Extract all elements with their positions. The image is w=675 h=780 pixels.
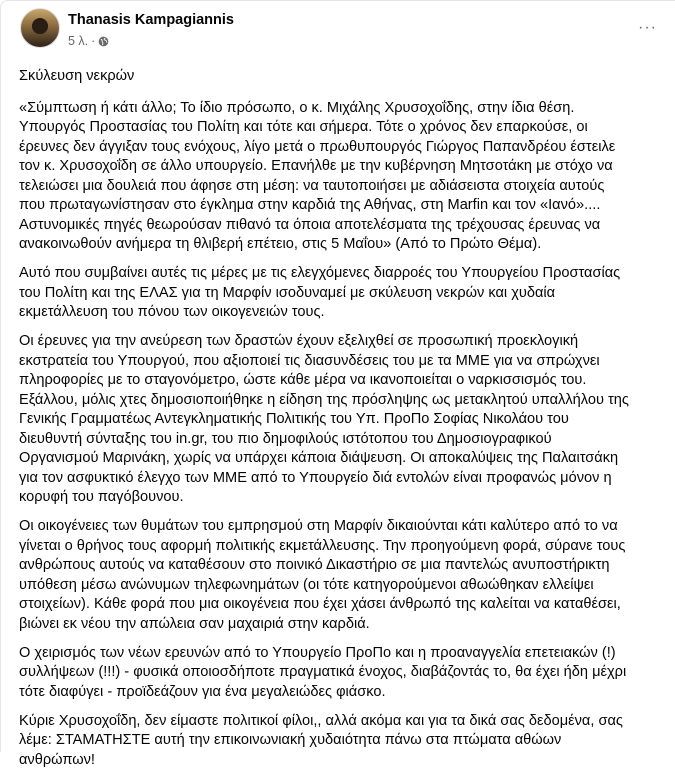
paragraph-line: λέμε: ΣΤΑΜΑΤΗΣΤΕ αυτή την επικοινωνιακή χυδαιότητα πάνω στα πτώματα αθώων: [19, 732, 562, 748]
paragraph-line: Ο χειρισμός των νέων ερευνών από το Υπουργείο ΠροΠο και η προαναγγελία επετειακών (!): [19, 644, 616, 661]
paragraph-line: που πρωταγωνίστησαν στο έγκλημα στην καρδιά της Αθήνας, στη Marfin και τον «Ιανό»....: [19, 197, 601, 213]
paragraph-line: τον κ. Χρυσοχοΐδη σε άλλο υπουργείο. Επανήλθε με την κυβέρνηση Μητσοτάκη με στόχο να: [19, 158, 613, 174]
paragraph-line: Οι έρευνες για την ανεύρεση των δραστών έχουν εξελιχθεί σε προσωπική προεκλογική: [19, 333, 579, 349]
post-paragraph: [19, 712, 629, 771]
paragraph-line: στοιχείων). Κάθε φορά που μια οικογένεια που έχει χάσει άνθρωπό της καλείται να καταθέσει,: [19, 596, 621, 612]
paragraph-line: εκστρατεία του Υπουργού, που αξιοποιεί τις διασυνδέσεις του με τα ΜΜΕ για να σπρώχνει: [19, 352, 600, 369]
author-avatar[interactable]: [20, 8, 60, 48]
paragraph-line: κορυφή του παγόβουνου.: [19, 489, 184, 505]
paragraph-line: πληροφορίες με το σταγονόμετρο, ώστε κάθε μέρα να ικανοποιείται ο ναρκισσισμός του.: [19, 372, 587, 388]
paragraph-line: ανθρώπους αυτούς να καταθέσουν στο ποινικό Δικαστήριο σε μια παντελώς ανυποστήρικτη: [19, 557, 610, 573]
paragraph-line: ανθρώπων!: [19, 751, 95, 768]
paragraph-line: συλλήψεων (!!!) - φυσικά οποιοσδήποτε πραγματικά ένοχος, διαβάζοντάς το, θα έχει ήδη μέχρι: [19, 664, 627, 680]
post-paragraph: [19, 517, 629, 634]
paragraph-line: γίνεται ο θρήνος τους αφορμή πολιτικής εκμετάλλευσης. Την προηγούμενη φορά, σύρανε τους: [19, 537, 626, 554]
more-horizontal-icon[interactable]: ···: [638, 19, 657, 36]
paragraph-line: Γενικής Γραμματέως Αντεγκληματικής Πολιτικής του Υπ. ΠροΠο Σοφίας Νικολάου του: [19, 411, 569, 427]
meta-separator: ·: [91, 34, 96, 48]
post-meta: [68, 34, 109, 48]
paragraph-line: έρευνες δεν άγγιξαν τους ενόχους, λίγο μετά ο πρωθυπουργός Γιώργος Παπανδρέου έστειλε: [19, 138, 616, 155]
author-name[interactable]: Thanasis Kampagiannis: [68, 12, 234, 28]
post-paragraph: [19, 264, 629, 323]
paragraph-line: Αυτό που συμβαίνει αυτές τις μέρες με τις ελεγχόμενες διαρροές του Υπουργείου Προστασίας: [19, 265, 621, 281]
paragraph-line: τελειώσει μια δουλειά που άφησε στη μέση: να ταυτοποιήσει με αδιάσειστα στοιχεία αυτούς: [19, 177, 605, 194]
paragraph-line: «Σύμπτωση ή κάτι άλλο; Το ίδιο πρόσωπο, ο κ. Μιχάλης Χρυσοχοΐδης, στην ίδια θέση.: [19, 99, 575, 116]
paragraph-line: του Πολίτη και της ΕΛΑΣ για τη Μαρφίν ισοδυναμεί με σκύλευση νεκρών και χυδαία: [19, 284, 556, 301]
paragraph-line: εκμετάλλευση του πόνου των οικογενειών τους.: [19, 304, 325, 320]
paragraph-line: τότε διαφύγει - προϊδεάζουν για ένα μεγαλειώδες φιάσκο.: [19, 683, 386, 700]
post-paragraph: [19, 99, 629, 255]
paragraph-line: διευθυντή σύνταξης του in.gr, του πιο δημοφιλούς ιστότοπου του Δημοσιογραφικού: [19, 430, 552, 447]
paragraph-line: βιώνει εκ νέου την απώλεια σαν μαχαιριά στην καρδιά.: [19, 615, 370, 632]
post-body: [19, 67, 629, 780]
post-paragraph: [19, 332, 629, 508]
paragraph-line: Υπουργός Προστασίας του Πολίτη και τότε και σήμερα. Τότε ο χρόνος δεν επαρκούσε, οι: [19, 119, 588, 135]
paragraph-line: Κύριε Χρυσοχοΐδη, δεν είμαστε πολιτικοί φίλοι,, αλλά ακόμα και για τα δικά σας δεδομένα, σας: [19, 712, 623, 729]
post-time[interactable]: 5 λ.: [68, 34, 89, 48]
globe-icon: [98, 36, 109, 47]
paragraph-line: για τον ασφυκτικό έλεγχο των ΜΜΕ από το Υπουργείο διά εντολών είναι προφανώς μόνον η: [19, 469, 612, 486]
paragraph-line: Οργανισμού Μαρινάκη, χωρίς να υπάρχει κάποια διάψευση. Οι αποκαλύψεις της Παλαιτσάκη: [19, 450, 619, 466]
paragraph-line: Αστυνομικές πηγές θεωρούσαν πιθανό τα όποια αποτελέσματα της τρέχουσας έρευνας να: [19, 216, 601, 233]
post-title: Σκύλευση νεκρών: [19, 68, 135, 84]
paragraph-line: υπόθεση μέσω ανώνυμων τηλεφωνημάτων (οι τότε κατηγορούμενοι αθωώθηκαν ελλείψει: [19, 576, 594, 593]
paragraph-line: ανακοινωθούν ανήμερα τη θλιβερή επέτειο, στις 5 Μαΐου» (Από το Πρώτο Θέμα).: [19, 236, 542, 252]
paragraph-line: Οι οικογένειες των θυμάτων του εμπρησμού στη Μαρφίν δικαιούνται κάτι καλύτερο από το να: [19, 518, 618, 534]
post-paragraph: [19, 644, 629, 703]
paragraph-line: Εξάλλου, μόλις χτες δημοσιοποιήθηκε η είδηση της πρόσληψης ως μετακλητού υπαλλήλου της: [19, 391, 629, 408]
